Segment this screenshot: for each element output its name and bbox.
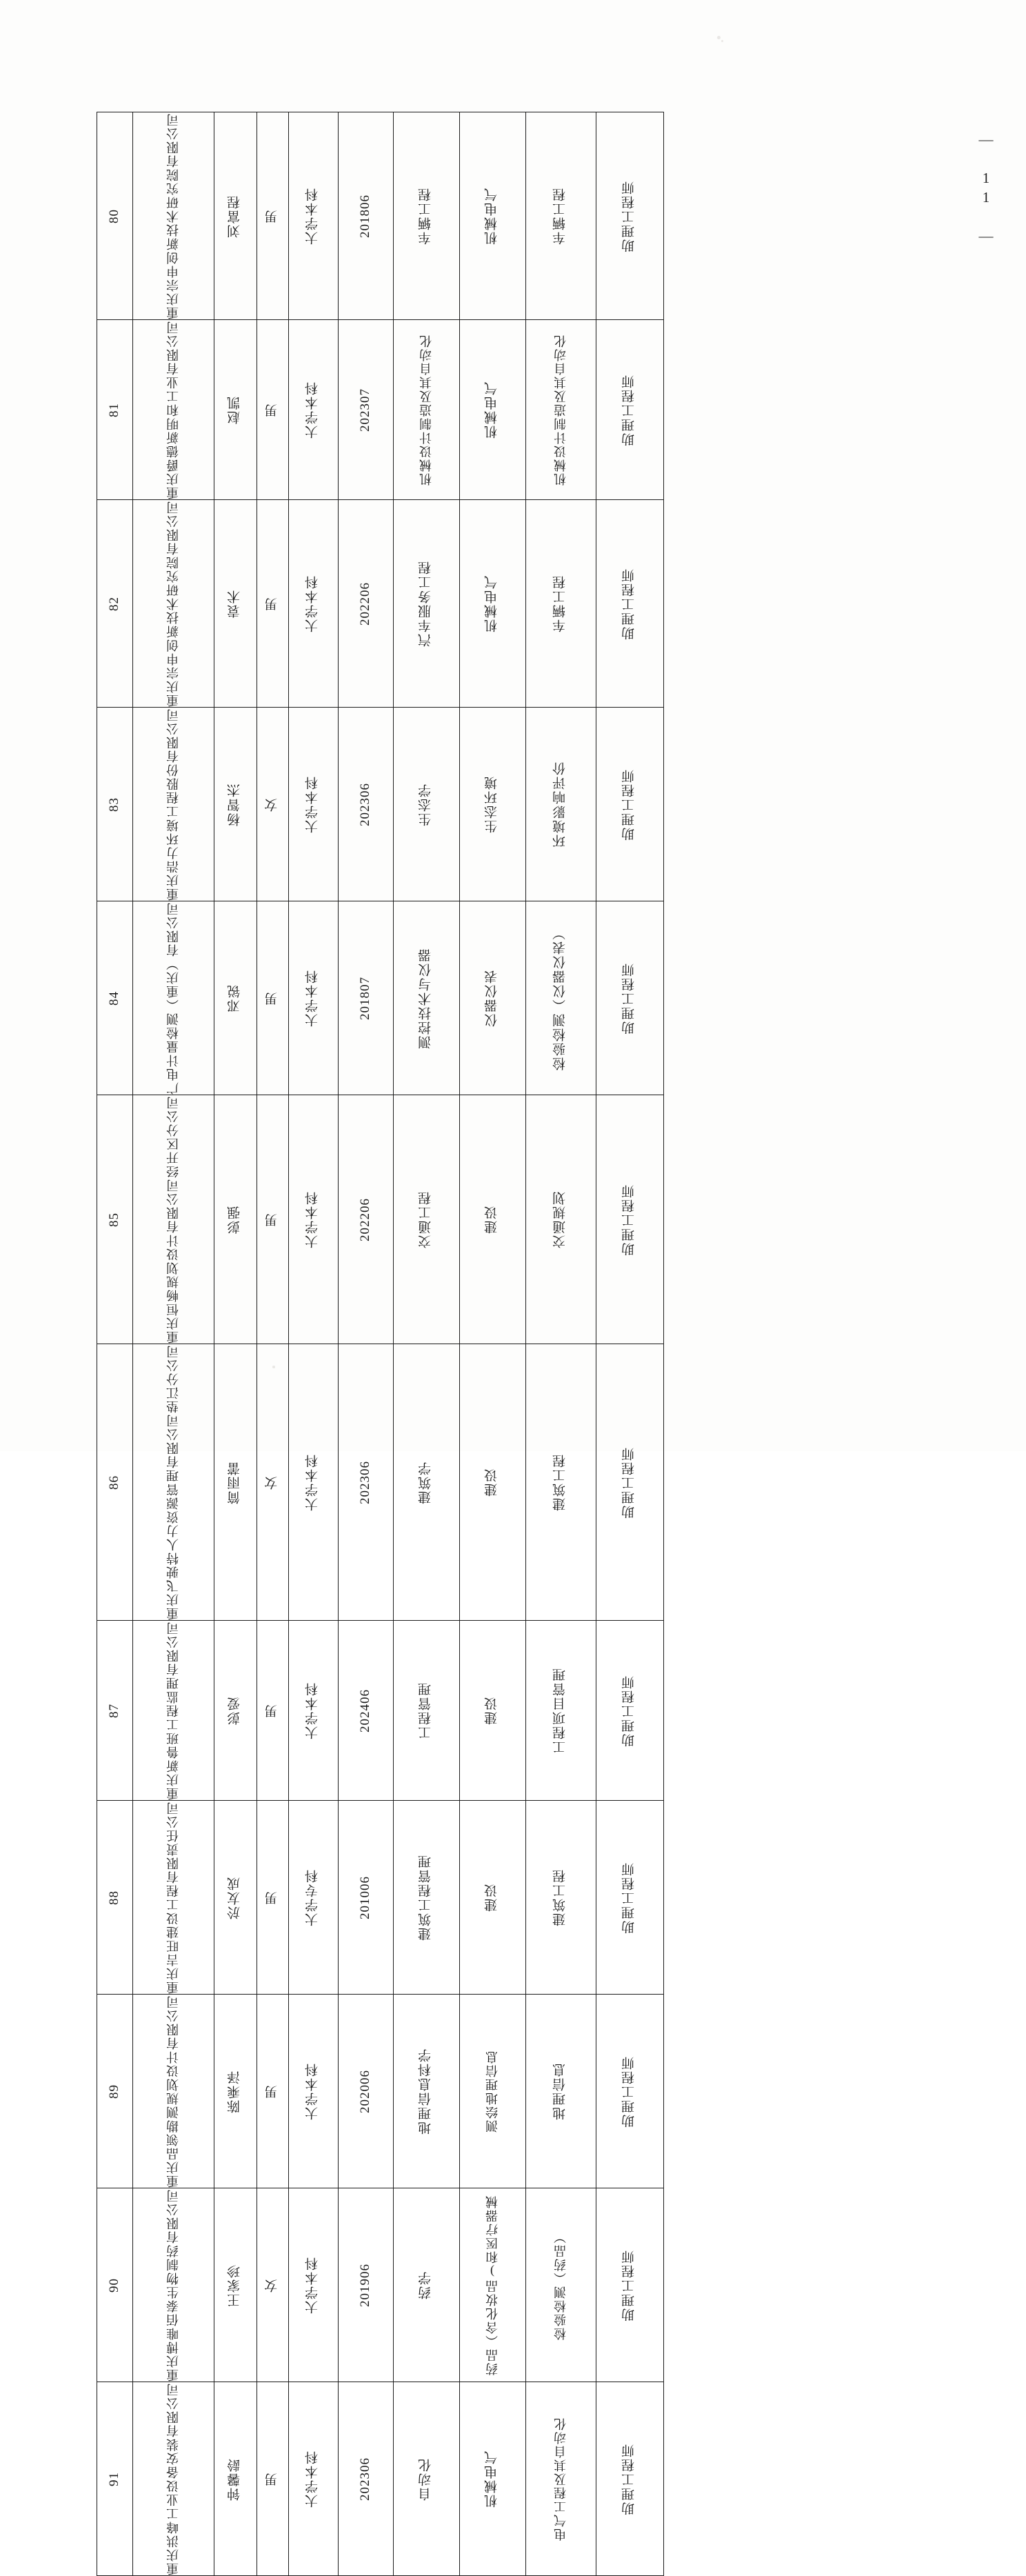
cell-education: 大学本科	[289, 2188, 339, 2382]
cell-education: 大学专科	[289, 1801, 339, 1995]
cell-major: 工程管理	[394, 1621, 460, 1801]
cell-name: 於友成	[214, 1801, 257, 1995]
cell-seq: 80	[97, 112, 133, 320]
cell-unit: 重庆爵德新明和工业有限公司	[133, 320, 214, 500]
table-row	[97, 112, 664, 320]
cell-graduation: 202306	[339, 1344, 394, 1621]
cell-specialty: 车辆工程	[526, 500, 596, 708]
table-row	[97, 1095, 664, 1344]
scan-speck	[717, 36, 721, 39]
cell-name: 陈乘泽	[214, 1995, 257, 2188]
cell-seq: 83	[97, 708, 133, 901]
cell-graduation: 202206	[339, 500, 394, 708]
cell-major: 车辆工程	[394, 112, 460, 320]
cell-sex: 男	[257, 500, 289, 708]
table-row	[97, 1995, 664, 2188]
cell-field: 机械电气	[460, 500, 526, 708]
cell-field: 药品（含化妆品)和医疗器械	[460, 2188, 526, 2382]
cell-field: 机械电气	[460, 112, 526, 320]
cell-field: 测绘地理信息	[460, 1995, 526, 2188]
cell-specialty: 工程项目管理	[526, 1621, 596, 1801]
cell-specialty: 建筑工程	[526, 1801, 596, 1995]
cell-education: 大学本科	[289, 1095, 339, 1344]
cell-sex: 女	[257, 2188, 289, 2382]
cell-sex: 男	[257, 2382, 289, 2576]
cell-major: 交通工程	[394, 1095, 460, 1344]
cell-unit: 重庆宗申创新技术研究院有限公司	[133, 500, 214, 708]
cell-education: 大学本科	[289, 112, 339, 320]
cell-name: 邓锐	[214, 901, 257, 1095]
cell-specialty: 交通规划	[526, 1095, 596, 1344]
cell-seq: 88	[97, 1801, 133, 1995]
cell-name: 袁术	[214, 500, 257, 708]
cell-field: 机械电气	[460, 320, 526, 500]
cell-title: 助理工程师	[596, 708, 664, 901]
cell-unit: 广电计量检测（重庆）有限公司	[133, 901, 214, 1095]
cell-name: 简雨蕾	[214, 1344, 257, 1621]
cell-graduation: 202306	[339, 2382, 394, 2576]
cell-graduation: 202206	[339, 1095, 394, 1344]
cell-graduation: 202006	[339, 1995, 394, 2188]
cell-name: 刘富程	[214, 112, 257, 320]
cell-seq: 86	[97, 1344, 133, 1621]
cell-sex: 女	[257, 1344, 289, 1621]
cell-title: 助理工程师	[596, 1344, 664, 1621]
cell-sex: 女	[257, 708, 289, 901]
roster-table	[97, 112, 664, 2576]
cell-sex: 男	[257, 320, 289, 500]
cell-graduation: 201006	[339, 1801, 394, 1995]
cell-name: 彭爱	[214, 1621, 257, 1801]
cell-seq: 84	[97, 901, 133, 1095]
cell-seq: 91	[97, 2382, 133, 2576]
cell-title: 助理工程师	[596, 2188, 664, 2382]
cell-sex: 男	[257, 1995, 289, 2188]
table-row	[97, 320, 664, 500]
cell-unit: 重庆飞驶特人力资源管理有限公司垫江分公司	[133, 1344, 214, 1621]
cell-specialty: 检验检测（药品）	[526, 2188, 596, 2382]
cell-title: 助理工程师	[596, 1621, 664, 1801]
cell-sex: 男	[257, 901, 289, 1095]
cell-specialty: 建筑工程	[526, 1344, 596, 1621]
cell-unit: 重庆恒畅规划设计有限公司经开区分公司	[133, 1095, 214, 1344]
cell-field: 机械电气	[460, 2382, 526, 2576]
page-number: — 11 —	[978, 131, 994, 247]
cell-seq: 82	[97, 500, 133, 708]
cell-title: 助理工程师	[596, 901, 664, 1095]
cell-unit: 重庆宗申创新技术研究院有限公司	[133, 112, 214, 320]
cell-major: 汽车服务工程	[394, 500, 460, 708]
cell-seq: 85	[97, 1095, 133, 1344]
cell-seq: 90	[97, 2188, 133, 2382]
cell-field: 建设	[460, 1801, 526, 1995]
cell-major: 测控技术与仪器	[394, 901, 460, 1095]
cell-field: 建设	[460, 1621, 526, 1801]
cell-education: 大学本科	[289, 1995, 339, 2188]
cell-graduation: 202406	[339, 1621, 394, 1801]
cell-title: 助理工程师	[596, 1095, 664, 1344]
cell-unit: 重庆新鲁班工程监理有限公司	[133, 1621, 214, 1801]
cell-field: 生态环境	[460, 708, 526, 901]
cell-name: 杨智杰	[214, 708, 257, 901]
cell-specialty: 地理信息	[526, 1995, 596, 2188]
cell-education: 大学本科	[289, 1344, 339, 1621]
cell-unit: 重庆吉旺建设工程有限责任公司	[133, 1801, 214, 1995]
cell-major: 生态学	[394, 708, 460, 901]
cell-title: 助理工程师	[596, 112, 664, 320]
cell-graduation: 202307	[339, 320, 394, 500]
cell-name: 钟馨龄	[214, 2382, 257, 2576]
cell-major: 药学	[394, 2188, 460, 2382]
scan-speck	[721, 40, 723, 42]
cell-major: 机械设计制造及其自动化	[394, 320, 460, 500]
cell-specialty: 检验检测（仪器仪表）	[526, 901, 596, 1095]
cell-specialty: 环境影响评价	[526, 708, 596, 901]
cell-name: 彭强	[214, 1095, 257, 1344]
cell-education: 大学本科	[289, 2382, 339, 2576]
cell-sex: 男	[257, 1801, 289, 1995]
cell-title: 助理工程师	[596, 500, 664, 708]
cell-graduation: 201906	[339, 2188, 394, 2382]
table-row	[97, 1621, 664, 1801]
cell-unit: 重庆浩力环境工程股份有限公司	[133, 708, 214, 901]
roster-table-wrapper	[97, 112, 663, 2575]
cell-graduation: 201806	[339, 112, 394, 320]
cell-title: 助理工程师	[596, 1995, 664, 2188]
cell-education: 大学本科	[289, 320, 339, 500]
table-row	[97, 2382, 664, 2576]
cell-sex: 男	[257, 1621, 289, 1801]
cell-unit: 重庆品领勘测规划设计有限公司	[133, 1995, 214, 2188]
cell-specialty: 车辆工程	[526, 112, 596, 320]
cell-specialty: 机械设计制造及其自动化	[526, 320, 596, 500]
cell-education: 大学本科	[289, 500, 339, 708]
cell-graduation: 201807	[339, 901, 394, 1095]
cell-title: 助理工程师	[596, 2382, 664, 2576]
cell-name: 赵凯	[214, 320, 257, 500]
cell-major: 地理信息科学	[394, 1995, 460, 2188]
table-row	[97, 1801, 664, 1995]
table-row	[97, 2188, 664, 2382]
cell-education: 大学本科	[289, 1621, 339, 1801]
cell-major: 建筑工程管理	[394, 1801, 460, 1995]
table-row	[97, 708, 664, 901]
cell-unit: 重庆博唯佰泰生物制药有限公司	[133, 2188, 214, 2382]
cell-sex: 男	[257, 1095, 289, 1344]
cell-unit: 重庆洪峰工业设备安装有限公司	[133, 2382, 214, 2576]
cell-graduation: 202306	[339, 708, 394, 901]
cell-major: 建筑学	[394, 1344, 460, 1621]
cell-title: 助理工程师	[596, 320, 664, 500]
cell-seq: 81	[97, 320, 133, 500]
cell-education: 大学本科	[289, 708, 339, 901]
cell-seq: 89	[97, 1995, 133, 2188]
table-row	[97, 500, 664, 708]
cell-name: 王家珍	[214, 2188, 257, 2382]
cell-seq: 87	[97, 1621, 133, 1801]
table-row	[97, 1344, 664, 1621]
cell-field: 建设	[460, 1344, 526, 1621]
cell-major: 自动化	[394, 2382, 460, 2576]
cell-field: 仪器仪表	[460, 901, 526, 1095]
cell-title: 助理工程师	[596, 1801, 664, 1995]
cell-field: 建设	[460, 1095, 526, 1344]
cell-specialty: 电气工程及其自动化	[526, 2382, 596, 2576]
cell-education: 大学本科	[289, 901, 339, 1095]
table-row	[97, 901, 664, 1095]
cell-sex: 男	[257, 112, 289, 320]
